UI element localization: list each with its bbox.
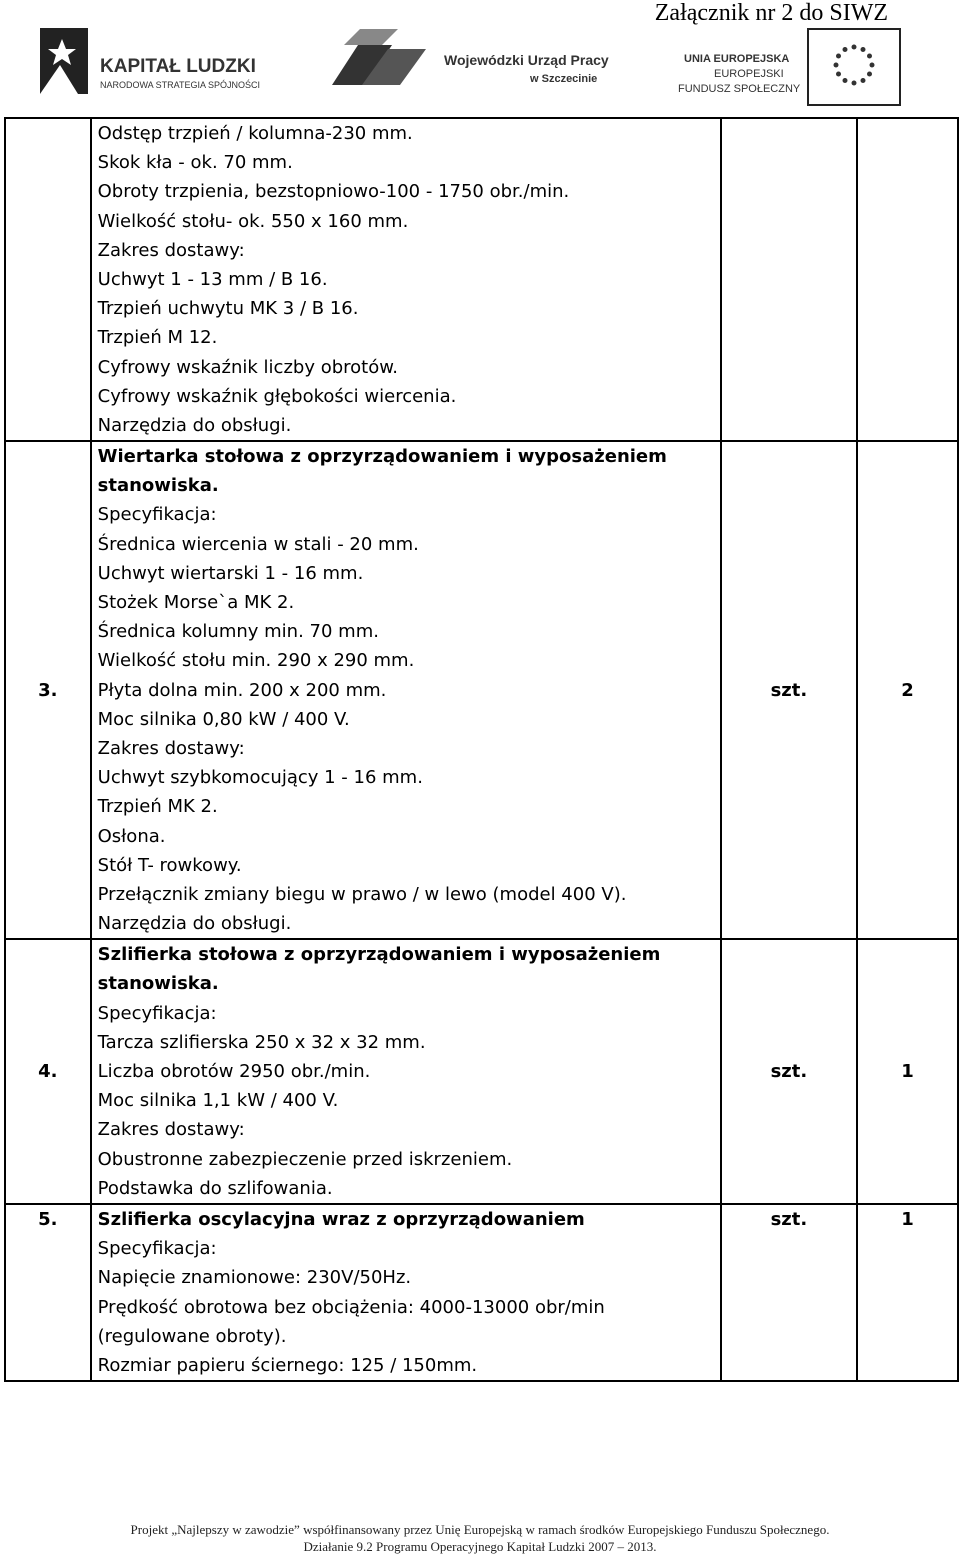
spec-line: Płyta dolna min. 200 x 200 mm.	[97, 679, 387, 701]
item-number: 3.	[5, 441, 91, 939]
unit-cell: szt.	[721, 441, 857, 939]
item-title: Szlifierka stołowa z oprzyrządowaniem i wyposażeniem	[97, 944, 661, 966]
delivery-line: Trzpień MK 2.	[97, 796, 218, 818]
eu-logo	[678, 29, 900, 105]
spec-line: Obroty trzpienia, bezstopniowo-100 - 1750 obr./min.	[97, 181, 570, 203]
spec-line: (regulowane obroty).	[97, 1325, 287, 1347]
item-number	[5, 1204, 91, 1381]
quantity-cell: 1	[857, 939, 958, 1204]
spec-line: Skok kła - ok. 70 mm.	[97, 152, 293, 174]
delivery-line: Podstawka do szlifowania.	[97, 1177, 333, 1199]
eu-line2: EUROPEJSKI	[714, 68, 784, 80]
delivery-line: Uchwyt szybkomocujący 1 - 16 mm.	[97, 767, 423, 789]
spec-label: Specyfikacja:	[97, 1238, 217, 1260]
delivery-line: Cyfrowy wskaźnik głębokości wiercenia.	[97, 385, 457, 407]
spec-line: Tarcza szlifierska 250 x 32 x 32 mm.	[97, 1031, 426, 1053]
table-row	[5, 939, 958, 1204]
table-row	[5, 118, 958, 441]
kapital-ludzki-title: KAPITAŁ LUDZKI	[100, 56, 256, 77]
item-description	[91, 939, 721, 1204]
kapital-ludzki-logo	[40, 28, 260, 94]
spec-line: Rozmiar papieru ściernego: 125 / 150mm.	[97, 1354, 478, 1376]
item-description	[91, 118, 721, 441]
wup-logo	[332, 29, 609, 85]
unit-label: szt.	[770, 1208, 808, 1230]
delivery-line: Osłona.	[97, 825, 166, 847]
delivery-line: Narzędzia do obsługi.	[97, 913, 292, 935]
annex-label: Załącznik nr 2 do SIWZ	[654, 0, 888, 26]
spec-label: Specyfikacja:	[97, 1002, 217, 1024]
wup-title: Wojewódzki Urząd Pracy	[444, 52, 609, 68]
delivery-line: Obustronne zabezpieczenie przed iskrzeniem.	[97, 1148, 513, 1170]
item-description	[91, 441, 721, 939]
item-title-cont: stanowiska.	[97, 475, 219, 497]
quantity-cell: 2	[857, 441, 958, 939]
spec-line: Wielkość stołu- ok. 550 x 160 mm.	[97, 210, 409, 232]
delivery-label: Zakres dostawy:	[97, 1119, 245, 1141]
item-title: Szlifierka oscylacyjna wraz z oprzyrządowaniem	[97, 1208, 585, 1230]
delivery-label: Zakres dostawy:	[97, 737, 245, 759]
table-row	[5, 441, 958, 939]
kapital-ludzki-subtitle: NARODOWA STRATEGIA SPÓJNOŚCI	[100, 80, 261, 90]
unit-cell	[721, 118, 857, 441]
delivery-label: Zakres dostawy:	[97, 239, 245, 261]
item-number-cell	[5, 118, 91, 441]
item-description	[91, 1204, 721, 1381]
item-number: 4.	[5, 939, 91, 1204]
unit-cell: szt.	[721, 939, 857, 1204]
item-title: Wiertarka stołowa z oprzyrządowaniem i wyposażeniem	[97, 446, 667, 468]
delivery-line: Trzpień M 12.	[97, 327, 218, 349]
spec-line: Wielkość stołu min. 290 x 290 mm.	[97, 650, 415, 672]
eu-line1: UNIA EUROPEJSKA	[684, 53, 790, 65]
eu-line3: FUNDUSZ SPOŁECZNY	[678, 83, 801, 95]
spec-line: Średnica kolumny min. 70 mm.	[97, 621, 379, 643]
quantity-cell	[857, 118, 958, 441]
eu-flag-icon	[808, 29, 900, 105]
delivery-line: Narzędzia do obsługi.	[97, 414, 292, 436]
spec-line: Moc silnika 1,1 kW / 400 V.	[97, 1090, 339, 1112]
equipment-table	[4, 117, 959, 1382]
spec-label: Specyfikacja:	[97, 504, 217, 526]
item-number-label: 5.	[38, 1208, 58, 1230]
wup-subtitle: w Szczecinie	[530, 73, 598, 85]
unit-cell	[721, 1204, 857, 1381]
delivery-line: Przełącznik zmiany biegu w prawo / w lewo (model 400 V).	[97, 883, 627, 905]
spec-line: Średnica wiercenia w stali - 20 mm.	[97, 533, 419, 555]
spec-line: Prędkość obrotowa bez obciążenia: 4000-13000 obr/min	[97, 1296, 605, 1318]
footer-line2: Działanie 9.2 Programu Operacyjnego Kapitał Ludzki 2007 – 2013.	[303, 1539, 657, 1554]
footer-line1: Projekt „Najlepszy w zawodzie” współfinansowany przez Unię Europejską w ramach środków Europejskiego Funduszu Społecznego.	[130, 1522, 830, 1537]
delivery-line: Stół T- rowkowy.	[97, 854, 242, 876]
quantity-label: 1	[901, 1208, 914, 1230]
delivery-line: Uchwyt 1 - 13 mm / B 16.	[97, 268, 328, 290]
quantity-cell	[857, 1204, 958, 1381]
spec-line: Moc silnika 0,80 kW / 400 V.	[97, 708, 350, 730]
spec-line: Liczba obrotów 2950 obr./min.	[97, 1061, 371, 1082]
delivery-line: Cyfrowy wskaźnik liczby obrotów.	[97, 356, 399, 378]
table-row	[5, 1204, 958, 1381]
spec-line: Uchwyt wiertarski 1 - 16 mm.	[97, 562, 364, 584]
spec-line: Stożek Morse`a MK 2.	[97, 592, 295, 613]
spec-line: Napięcie znamionowe: 230V/50Hz.	[97, 1267, 412, 1289]
delivery-line: Trzpień uchwytu MK 3 / B 16.	[97, 298, 359, 320]
spec-line: Odstęp trzpień / kolumna-230 mm.	[97, 123, 413, 144]
logo-bar	[0, 25, 960, 107]
item-title-cont: stanowiska.	[97, 973, 219, 995]
